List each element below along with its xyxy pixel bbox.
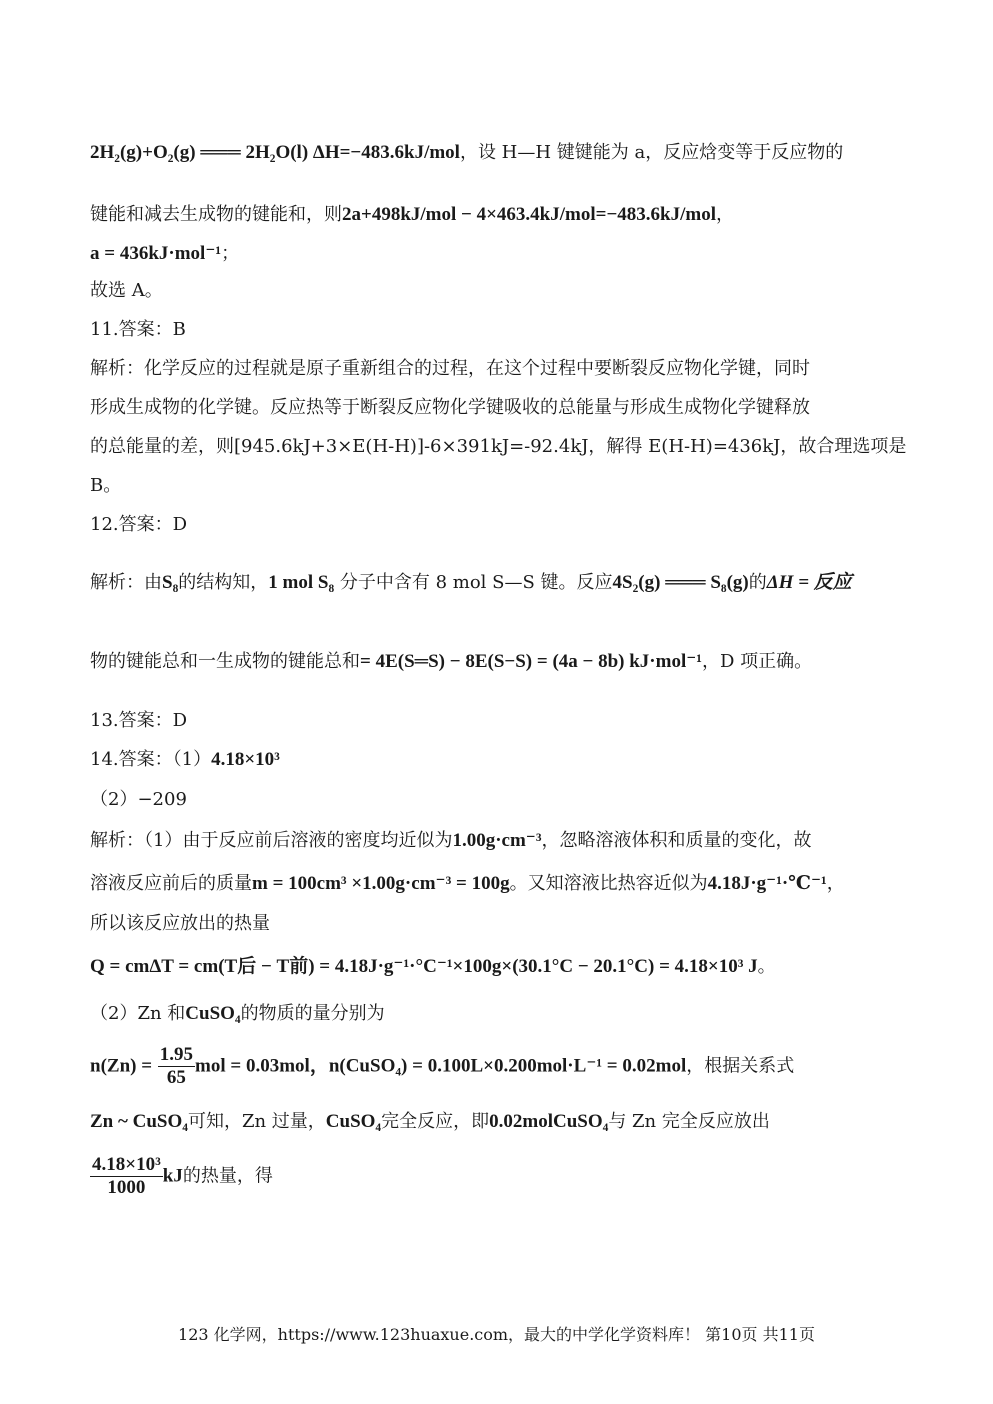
- answer-heading: 13.答案：D: [90, 710, 188, 731]
- text-line: 的总能量的差，则[945.6kJ+3×E(H-H)]-6×391kJ=-92.4kJ，解得 E(H-H)=436kJ，故合理选项是: [90, 436, 907, 457]
- text-line: 解析：（1）由于反应前后溶液的密度均近似为1.00g·cm⁻³，忽略溶液体积和质量的变化，故: [90, 830, 812, 851]
- answer-heading: 12.答案：D: [90, 514, 188, 535]
- page-footer: 123 化学网，https://www.123huaxue.com，最大的中学化学资料库！ 第10页 共11页: [178, 1325, 815, 1344]
- equation: 2a+498kJ/mol − 4×463.4kJ/mol=−483.6kJ/mol: [342, 204, 716, 225]
- answer-heading: 11.答案：B: [90, 319, 186, 340]
- equation: 4S₂(g) ═══ S₈(g): [612, 572, 749, 593]
- fraction: $\frac{\text{4.18×10³}}{1000}$: [92, 1154, 161, 1198]
- equation: 2H₂(g)+O₂(g) ═══ 2H₂O(l) ΔH=−483.6kJ/mol: [90, 142, 460, 163]
- text-line: n(Zn) = $\frac{1.95}{65}$ mol = 0.03mol，n(CuSO₄) = 0.100L×0.200mol·L⁻¹ = 0.02mol，根据关系式: [90, 1044, 795, 1088]
- text-line: 溶液反应前后的质量m = 100cm³ ×1.00g·cm⁻³ = 100g。又知溶液比热容近似为4.18J·g⁻¹·℃⁻¹，: [90, 873, 845, 894]
- text-line: 2H₂(g)+O₂(g) ═══ 2H₂O(l) ΔH=−483.6kJ/mol，设 H—H 键键能为 a，反应焓变等于反应物的: [90, 142, 844, 163]
- answer-heading: 14.答案：（1）4.18×10³: [90, 749, 280, 770]
- equation: 4.18×10³: [211, 749, 280, 770]
- text-line: 形成生成物的化学键。反应热等于断裂反应物化学键吸收的总能量与形成生成物化学键释放: [90, 397, 810, 418]
- text-line: 解析：由S₈的结构知，1 mol S₈ 分子中含有 8 mol S—S 键。反应4S₂(g) ═══ S₈(g)的ΔH = 反应: [90, 572, 852, 593]
- text-line: 键能和减去生成物的键能和，则2a+498kJ/mol − 4×463.4kJ/mol=−483.6kJ/mol，: [90, 204, 734, 225]
- text-line: （2）−209: [90, 789, 187, 810]
- text-line: 物的键能总和一生成物的键能总和= 4E(S═S) − 8E(S−S) = (4a − 8b) kJ·mol⁻¹，D 项正确。: [90, 651, 813, 672]
- text-line: $\frac{\text{4.18×10³}}{1000}$ kJ的热量，得: [92, 1154, 273, 1198]
- text-line: 所以该反应放出的热量: [90, 913, 270, 934]
- text-line: 解析：化学反应的过程就是原子重新组合的过程，在这个过程中要断裂反应物化学键，同时: [90, 358, 810, 379]
- fraction: $\frac{1.95}{65}$: [159, 1044, 194, 1088]
- equation: = 4E(S═S) − 8E(S−S) = (4a − 8b) kJ·mol⁻¹: [360, 651, 702, 672]
- equation: a = 436kJ·mol⁻¹: [90, 243, 222, 264]
- text-line: 故选 A。: [90, 280, 163, 301]
- text-line: a = 436kJ·mol⁻¹；: [90, 243, 240, 264]
- equation: Q = cmΔT = cm(T后 − T前) = 4.18J·g⁻¹·°C⁻¹×100g×(30.1°C − 20.1°C) = 4.18×10³ J: [90, 956, 758, 977]
- text-line: B。: [90, 475, 122, 496]
- text-line: Q = cmΔT = cm(T后 − T前) = 4.18J·g⁻¹·°C⁻¹×100g×(30.1°C − 20.1°C) = 4.18×10³ J。: [90, 956, 776, 977]
- text-line: （2）Zn 和CuSO₄的物质的量分别为: [90, 1003, 385, 1024]
- text-line: Zn ~ CuSO₄可知，Zn 过量，CuSO₄完全反应，即0.02molCuSO₄与 Zn 完全反应放出: [90, 1111, 770, 1132]
